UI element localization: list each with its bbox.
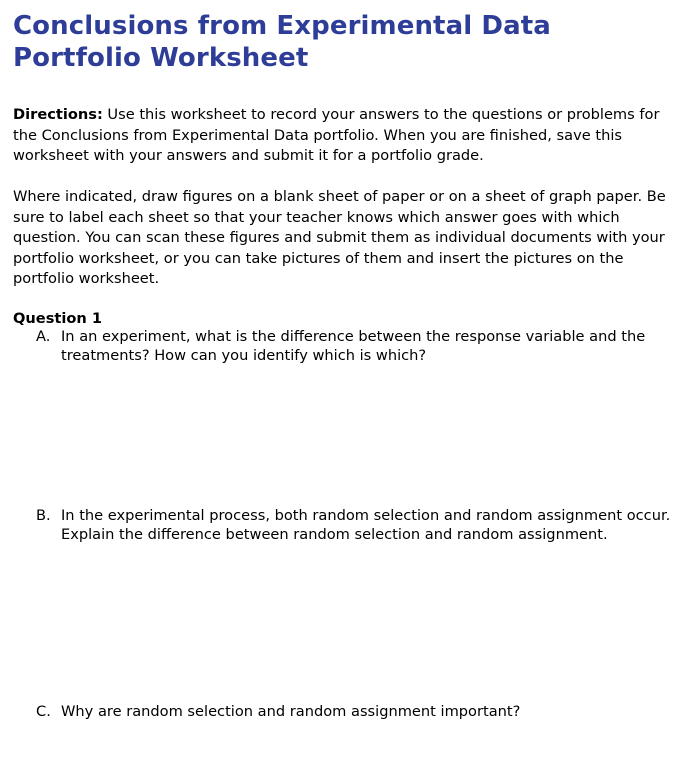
directions-paragraph	[13, 105, 673, 167]
instructions-paragraph: Where indicated, draw figures on a blank sheet of paper or on a sheet of graph paper. Be sure to label each sheet so that your teacher knows which answer goes with which question. You can scan these figures and submit them as individual documents with your portfolio worksheet, or you can take pictures of them and insert the pictures on the portfolio worksheet.	[13, 188, 666, 288]
page-title-line-1: Conclusions from Experimental Data	[13, 11, 551, 41]
question-1a-letter: A.	[36, 328, 51, 345]
page-title	[13, 10, 678, 74]
page-title-line-2: Portfolio Worksheet	[13, 43, 309, 73]
directions-label: Directions:	[13, 106, 103, 123]
question-1c	[36, 703, 678, 722]
question-1b-letter: B.	[36, 507, 51, 524]
question-1a-text: In an experiment, what is the difference between the response variable and the treatments? How can you identify which is which?	[61, 328, 646, 364]
question-1b-text: In the experimental process, both random selection and random assignment occur. Explain the difference between random selection and random assignment.	[61, 507, 671, 543]
directions-text: Use this worksheet to record your answers to the questions or problems for the Conclusions from Experimental Data portfolio. When you are finished, save this worksheet with your answers and submit it for a portfolio grade.	[13, 106, 660, 165]
question-1b	[36, 507, 678, 544]
question-1c-letter: C.	[36, 703, 51, 720]
question-1a	[36, 328, 678, 365]
worksheet-page	[13, 10, 678, 720]
question-1c-text: Why are random selection and random assignment important?	[61, 703, 521, 720]
question-1-heading: Question 1	[13, 310, 103, 327]
